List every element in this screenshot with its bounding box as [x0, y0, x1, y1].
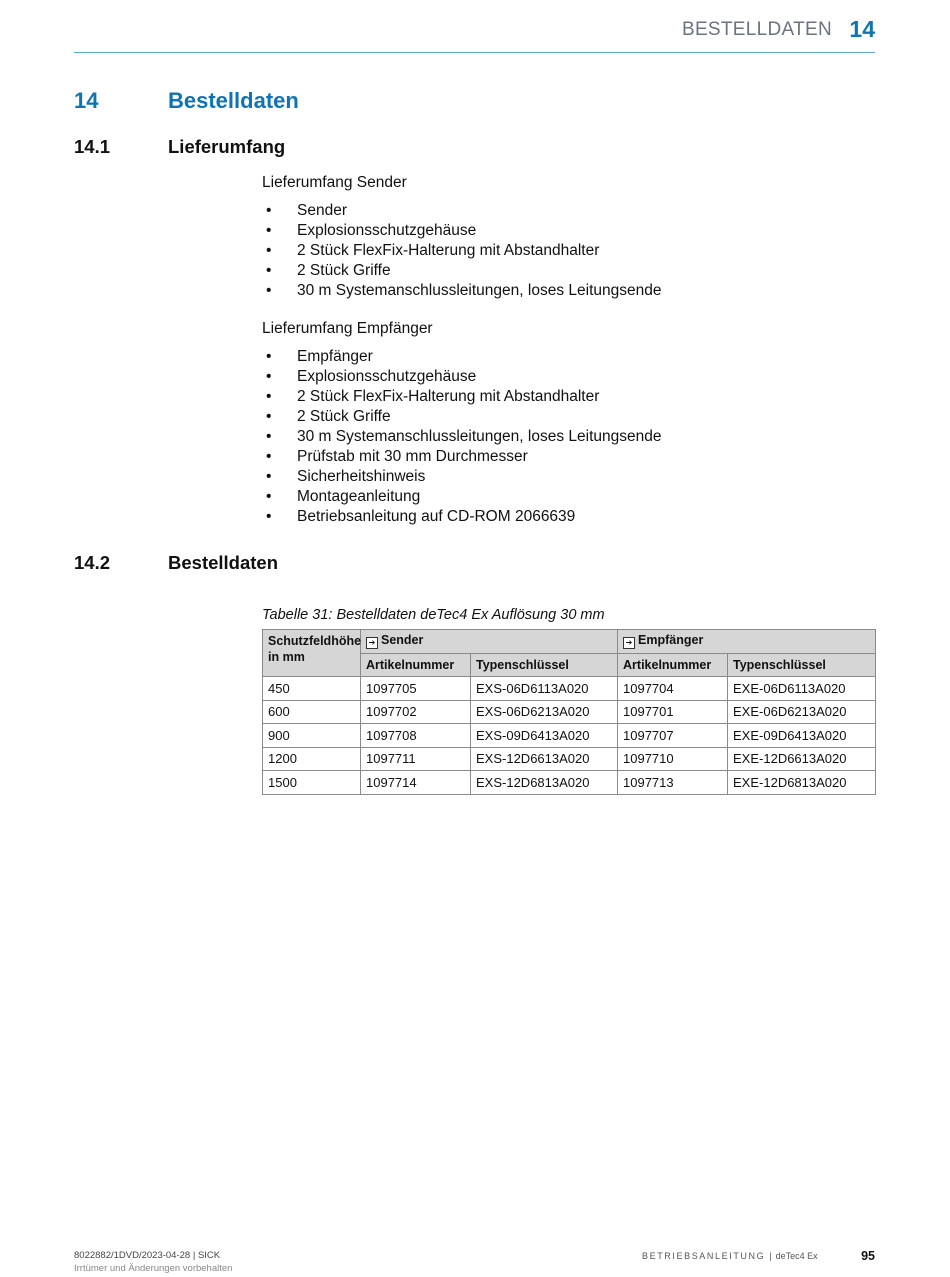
bullet-icon: • — [266, 428, 272, 445]
bullet-icon: • — [266, 348, 272, 365]
page-number: 95 — [861, 1249, 875, 1263]
list-item: • 2 Stück Griffe — [266, 408, 391, 425]
footer-product-name: deTec4 Ex — [775, 1251, 818, 1261]
table-row — [263, 771, 876, 795]
section-title: Bestelldaten — [168, 552, 279, 573]
table-cell: EXS-06D6213A020 — [471, 700, 618, 724]
header-divider — [74, 52, 875, 53]
table-cell: EXS-09D6413A020 — [471, 724, 618, 748]
table-row — [263, 724, 876, 748]
column-header-article: Artikelnummer — [361, 653, 471, 677]
list-item: • 2 Stück FlexFix-Halterung mit Abstandhalter — [266, 242, 600, 259]
column-header-article: Artikelnummer — [618, 653, 728, 677]
sender-scope-list — [262, 201, 661, 301]
list-item: • Montageanleitung — [266, 488, 421, 505]
table-cell: 1097711 — [361, 747, 471, 771]
table-row — [263, 747, 876, 771]
list-item: • Empfänger — [266, 348, 373, 365]
table-cell: 1097714 — [361, 771, 471, 795]
table-cell: 450 — [263, 677, 361, 701]
table-cell: EXE-12D6613A020 — [728, 747, 876, 771]
table-cell: EXE-06D6213A020 — [728, 700, 876, 724]
table-cell: 1097705 — [361, 677, 471, 701]
bullet-icon: • — [266, 508, 272, 525]
table-cell: 1097708 — [361, 724, 471, 748]
running-header-title: BESTELLDATEN — [681, 19, 832, 40]
footer-disclaimer: Irrtümer und Änderungen vorbehalten — [74, 1263, 233, 1274]
table-caption: Tabelle 31: Bestelldaten deTec4 Ex Auflösung 30 mm — [262, 607, 605, 623]
table-cell: 1097710 — [618, 747, 728, 771]
chapter-title: Bestelldaten — [168, 88, 299, 113]
list-item: • 2 Stück Griffe — [266, 262, 391, 279]
table-cell: EXE-09D6413A020 — [728, 724, 876, 748]
section-title: Lieferumfang — [168, 136, 286, 157]
list-item: • Explosionsschutzgehäuse — [266, 222, 477, 239]
table-cell: 900 — [263, 724, 361, 748]
receiver-scope-list — [262, 347, 661, 527]
table-cell: 1097701 — [618, 700, 728, 724]
table-cell: EXS-12D6813A020 — [471, 771, 618, 795]
table-cell: 1500 — [263, 771, 361, 795]
order-data-table — [262, 629, 876, 795]
column-header-height: Schutzfeldhöhe in mm — [263, 630, 361, 677]
receiver-scope-heading: Lieferumfang Empfänger — [262, 320, 433, 337]
footer-doc-type: BETRIEBSANLEITUNG — [642, 1251, 766, 1261]
chapter-number: 14 — [74, 88, 99, 113]
bullet-icon: • — [266, 388, 272, 405]
section-number: 14.1 — [74, 136, 111, 157]
table-cell: EXS-12D6613A020 — [471, 747, 618, 771]
list-item: • Sicherheitshinweis — [266, 468, 426, 485]
list-item: • Prüfstab mit 30 mm Durchmesser — [266, 448, 528, 465]
list-item: • Sender — [266, 202, 347, 219]
table-cell: EXE-12D6813A020 — [728, 771, 876, 795]
list-item: • 2 Stück FlexFix-Halterung mit Abstandhalter — [266, 388, 600, 405]
running-header-number: 14 — [849, 16, 875, 42]
footer-document-id: 8022882/1DVD/2023-04-28 | SICK — [74, 1250, 221, 1261]
table-cell: 1097713 — [618, 771, 728, 795]
list-item: • Explosionsschutzgehäuse — [266, 368, 477, 385]
bullet-icon: • — [266, 368, 272, 385]
bullet-icon: • — [266, 242, 272, 259]
bullet-icon: • — [266, 488, 272, 505]
table-cell: 1097702 — [361, 700, 471, 724]
bullet-icon: • — [266, 448, 272, 465]
footer-separator: | — [769, 1251, 772, 1261]
table-cell: 1097704 — [618, 677, 728, 701]
column-header-type: Typenschlüssel — [728, 653, 876, 677]
list-item: • 30 m Systemanschlussleitungen, loses Leitungsende — [266, 428, 662, 445]
bullet-icon: • — [266, 468, 272, 485]
footer-document-type — [642, 1251, 818, 1261]
list-item: • Betriebsanleitung auf CD-ROM 2066639 — [266, 508, 576, 525]
list-item: • 30 m Systemanschlussleitungen, loses Leitungsende — [266, 282, 662, 299]
table-cell: EXE-06D6113A020 — [728, 677, 876, 701]
table-row — [263, 700, 876, 724]
bullet-icon: • — [266, 408, 272, 425]
group-header-receiver: ➔ Empfänger — [618, 630, 876, 654]
sender-emitter-icon: ➔ — [366, 637, 378, 649]
table-cell: EXS-06D6113A020 — [471, 677, 618, 701]
bullet-icon: • — [266, 222, 272, 239]
table-cell: 1097707 — [618, 724, 728, 748]
table-row — [263, 677, 876, 701]
table-cell: 1200 — [263, 747, 361, 771]
table-cell: 600 — [263, 700, 361, 724]
receiver-icon: ➔ — [623, 637, 635, 649]
sender-scope-heading: Lieferumfang Sender — [262, 174, 407, 191]
bullet-icon: • — [266, 282, 272, 299]
group-header-sender: ➔ Sender — [361, 630, 618, 654]
column-header-type: Typenschlüssel — [471, 653, 618, 677]
section-number: 14.2 — [74, 552, 111, 573]
bullet-icon: • — [266, 202, 272, 219]
bullet-icon: • — [266, 262, 272, 279]
